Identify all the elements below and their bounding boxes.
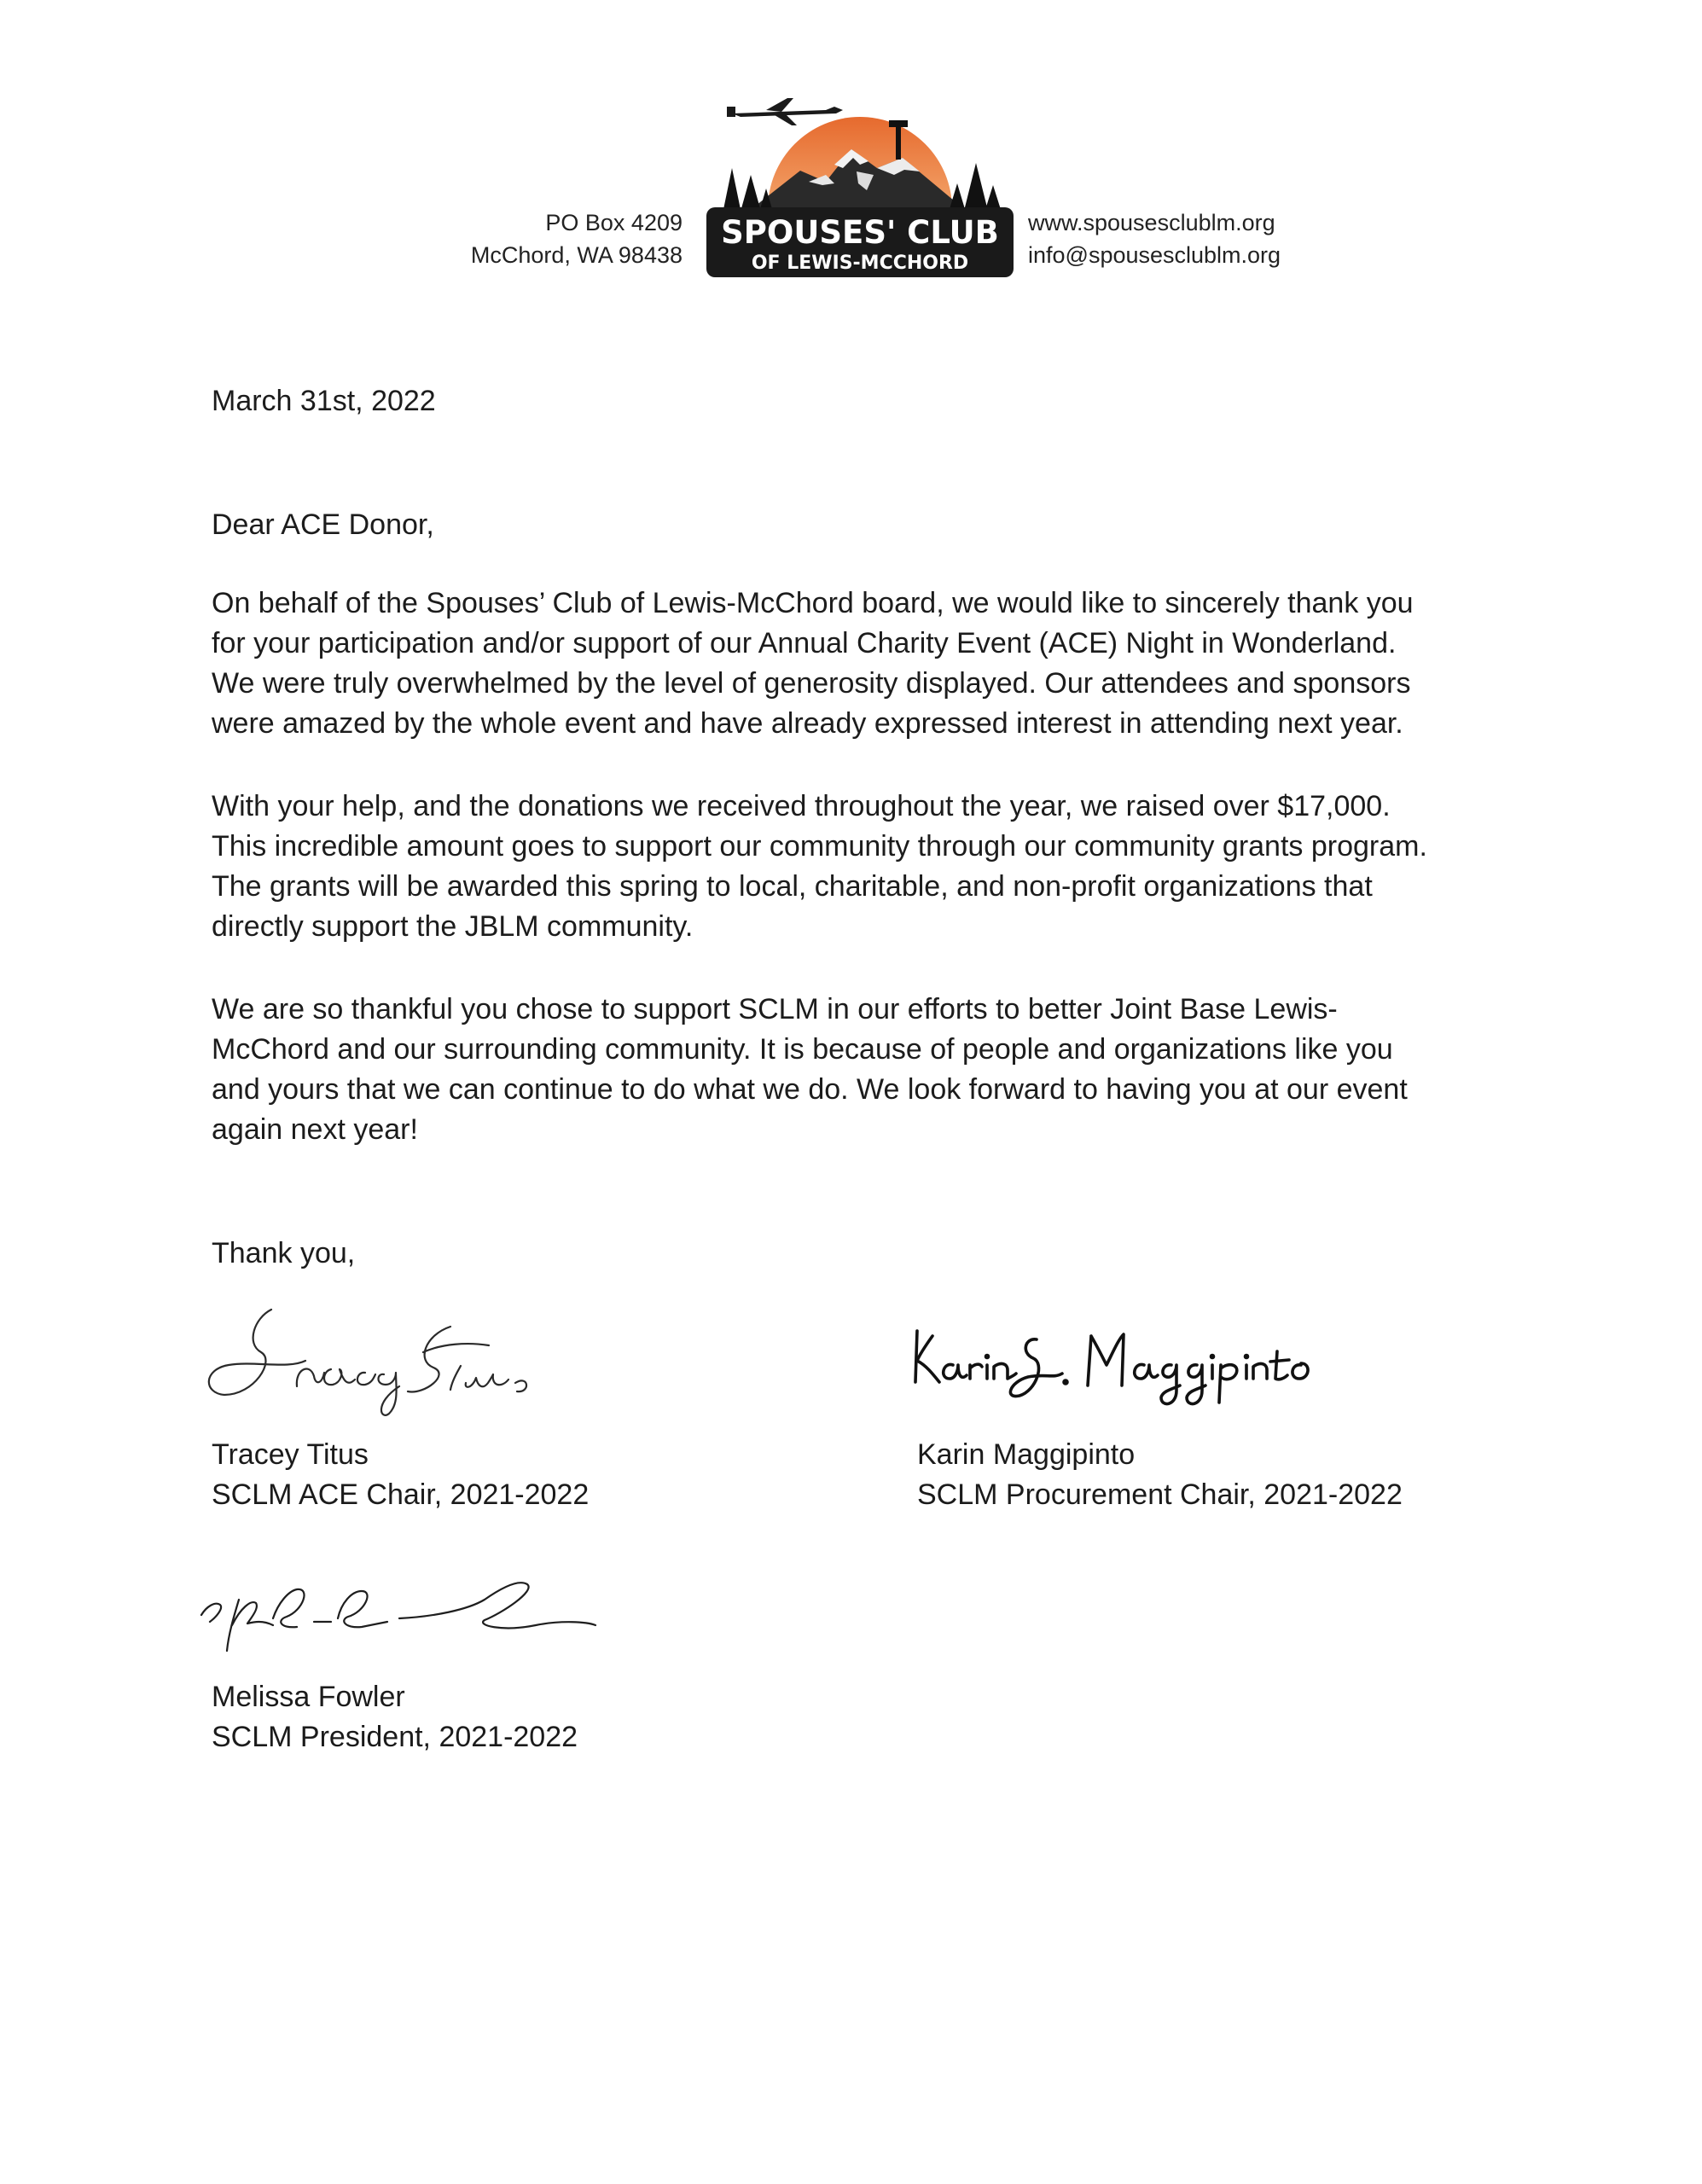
paragraph-3 xyxy=(212,990,1542,1150)
signatory-tracey-titus xyxy=(212,1435,589,1515)
paragraph-line: This incredible amount goes to support our community through our community grants program. xyxy=(212,830,1427,863)
paragraph-line: for your participation and/or support of our Annual Charity Event (ACE) Night in Wonderland. xyxy=(212,627,1397,659)
signatory-title: SCLM ACE Chair, 2021-2022 xyxy=(212,1478,590,1511)
paragraph-line: McChord and our surrounding community. It is because of people and organizations like you xyxy=(212,1033,1393,1066)
paragraph-line: and yours that we can continue to do what we do. We look forward to having you at our event xyxy=(212,1073,1408,1106)
signatory-karin-maggipinto xyxy=(917,1435,1403,1515)
letter-date: March 31st, 2022 xyxy=(212,385,436,417)
paragraph-1 xyxy=(212,584,1542,744)
paragraph-line: We were truly overwhelmed by the level of generosity displayed. Our attendees and sponsors xyxy=(212,667,1411,700)
contact-info xyxy=(1028,206,1455,271)
club-logo xyxy=(706,90,1014,277)
email-link[interactable]: info@spousesclublm.org xyxy=(1028,242,1281,268)
address-line-2: McChord, WA 98438 xyxy=(470,242,683,268)
paragraph-line: again next year! xyxy=(212,1113,418,1146)
return-address xyxy=(341,206,683,271)
website-link[interactable]: www.spousesclublm.org xyxy=(1028,210,1275,235)
signatory-title: SCLM President, 2021-2022 xyxy=(212,1721,578,1753)
signatory-name: Melissa Fowler xyxy=(212,1681,405,1713)
paragraph-line: The grants will be awarded this spring to local, charitable, and non-profit organizations that xyxy=(212,870,1373,903)
paragraph-line: We are so thankful you chose to support SCLM in our efforts to better Joint Base Lewis- xyxy=(212,993,1338,1025)
paragraph-2 xyxy=(212,787,1542,947)
paragraph-line: On behalf of the Spouses’ Club of Lewis-McChord board, we would like to sincerely thank you xyxy=(212,587,1414,619)
airplane-icon xyxy=(727,98,843,125)
logo-line-1: SPOUSES' CLUB xyxy=(721,214,999,251)
paragraph-line: With your help, and the donations we received throughout the year, we raised over $17,000. xyxy=(212,790,1391,822)
logo-line-2: OF LEWIS-MCCHORD xyxy=(751,253,969,274)
mountain-sunset-airplane-logo-icon xyxy=(706,90,1014,277)
salutation: Dear ACE Donor, xyxy=(212,508,434,541)
signatory-title: SCLM Procurement Chair, 2021-2022 xyxy=(917,1478,1403,1511)
signature-melissa-fowler xyxy=(195,1565,604,1659)
signatory-name: Karin Maggipinto xyxy=(917,1438,1136,1471)
signature-tracey-titus xyxy=(195,1301,553,1420)
address-line-1: PO Box 4209 xyxy=(545,210,683,235)
signature-karin-maggipinto xyxy=(909,1314,1352,1416)
closing: Thank you, xyxy=(212,1237,356,1269)
paragraph-line: were amazed by the whole event and have already expressed interest in attending next year. xyxy=(212,707,1403,740)
paragraph-line: directly support the JBLM community. xyxy=(212,910,694,943)
signatory-melissa-fowler xyxy=(212,1677,578,1757)
signatory-name: Tracey Titus xyxy=(212,1438,369,1471)
